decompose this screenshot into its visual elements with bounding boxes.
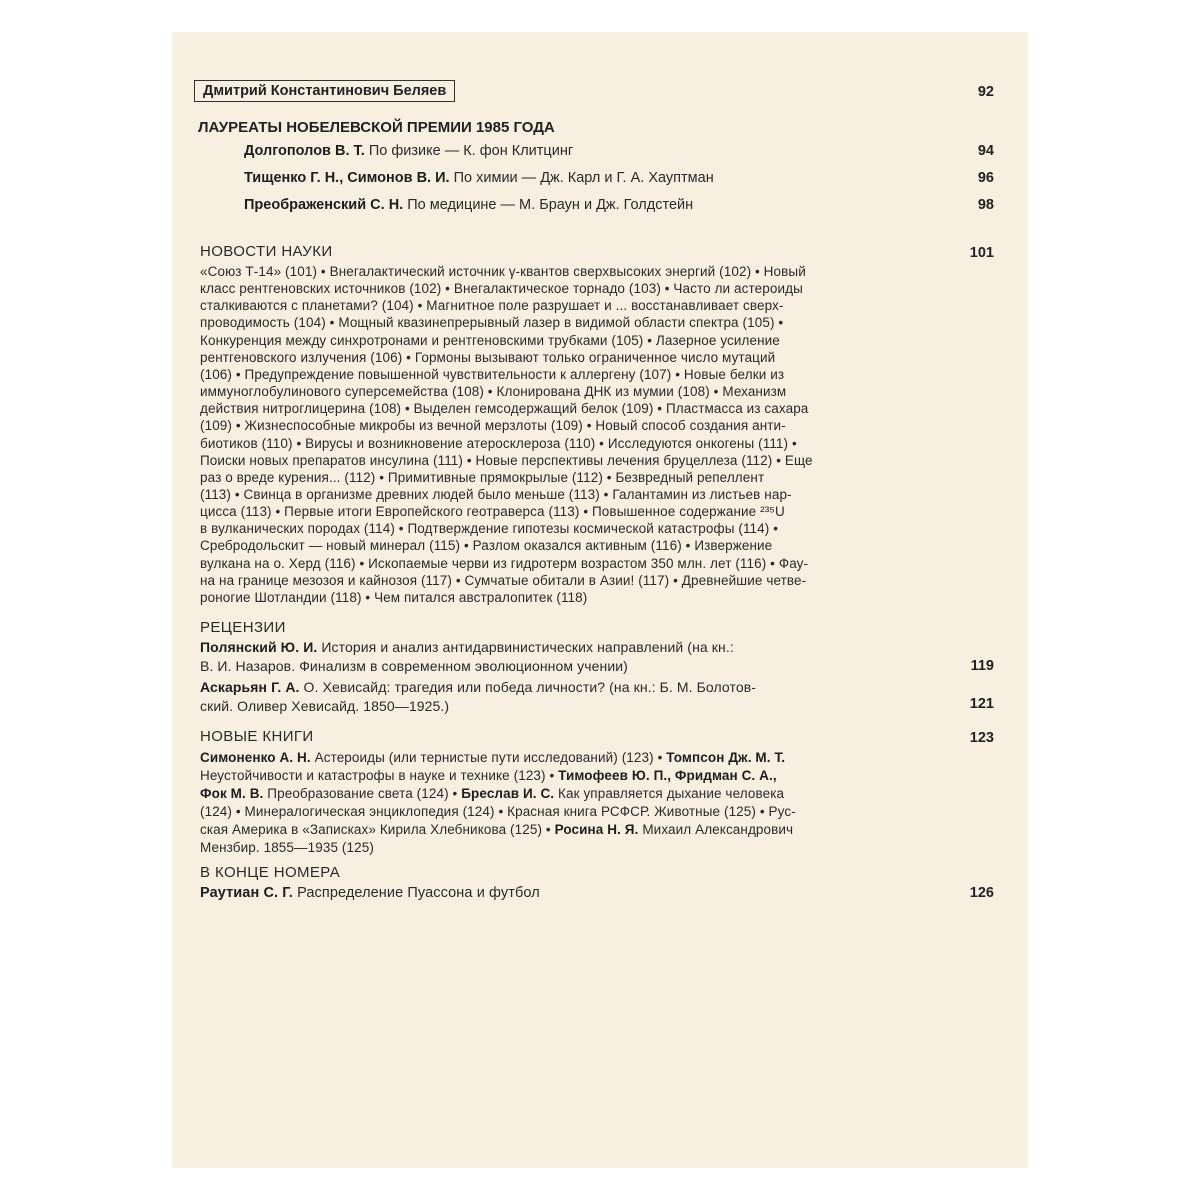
news-line: (106) • Предупреждение повышенной чувствительности к аллергену (107) • Новые белки из [200, 366, 785, 382]
book-title: Михаил Александрович [642, 822, 794, 837]
book-author: Бреслав И. С. [461, 786, 555, 801]
news-line: в вулканических породах (114) • Подтверждение гипотезы космической катастрофы (114) • [200, 521, 779, 537]
page-number: 119 [970, 658, 994, 674]
nobel-heading: ЛАУРЕАТЫ НОБЕЛЕВСКОЙ ПРЕМИИ 1985 ГОДА [198, 119, 555, 136]
news-line: Конкуренция между синхротронами и рентгеновскими трубками (105) • Лазерное усиление [200, 332, 780, 348]
news-line: (109) • Жизнеспособные микробы из вечной мерзлоты (109) • Новый способ создания анти- [200, 418, 786, 434]
page-number: 92 [977, 84, 994, 100]
books-line: Мензбир. 1855—1935 (125) [200, 840, 374, 855]
books-heading: НОВЫЕ КНИГИ [200, 728, 314, 745]
books-line [200, 768, 777, 783]
book-title: Неустойчивости и катастрофы в науке и технике (123) • [200, 768, 555, 783]
review-author: Полянский Ю. И. [200, 639, 318, 655]
review-line: ский. Оливер Хевисайд. 1850—1925.) [200, 698, 450, 714]
review-line [200, 639, 734, 655]
news-line: роногие Шотландии (118) • Чем питался австралопитек (118) [200, 589, 588, 605]
reviews-heading: РЕЦЕНЗИИ [200, 619, 286, 636]
page-number: 94 [977, 143, 994, 159]
page-number: 98 [977, 197, 994, 213]
end-author: Раутиан С. Г. [200, 885, 293, 901]
news-line: вулкана на о. Херд (116) • Ископаемые черви из гидротерм возрастом 350 млн. лет (116) • Фау- [200, 555, 809, 571]
news-line: Поиски новых препаратов инсулина (111) • Новые перспективы лечения бруцеллеза (112) • Еще [200, 452, 813, 468]
entry-author: Тищенко Г. Н., Симонов В. И. [244, 170, 450, 186]
book-author: Томпсон Дж. М. Т. [666, 750, 786, 765]
page-number: 96 [977, 170, 994, 186]
news-line: проводимость (104) • Мощный квазинепрерывный лазер в видимой области спектра (105) • [200, 315, 784, 331]
news-line: цисса (113) • Первые итоги Европейского геотраверса (113) • Повышенное содержание ²³⁵U [200, 504, 785, 520]
end-title: Распределение Пуассона и футбол [297, 885, 540, 901]
boxed-author-name: Дмитрий Константинович Беляев [194, 80, 455, 102]
nobel-entry [244, 170, 714, 186]
nobel-entry [244, 197, 693, 213]
review-author: Аскарьян Г. А. [200, 679, 300, 695]
entry-author: Долгополов В. Т. [244, 143, 365, 159]
books-line [200, 750, 785, 765]
end-heading: В КОНЦЕ НОМЕРА [200, 864, 341, 881]
entry-title: По химии — Дж. Карл и Г. А. Хауптман [453, 170, 714, 186]
page-number: 121 [969, 696, 994, 712]
entry-title: По медицине — М. Браун и Дж. Голдстейн [407, 197, 694, 213]
news-line: биотиков (110) • Вирусы и возникновение атеросклероза (110) • Исследуются онкогены (111) • [200, 435, 797, 451]
entry-title: По физике — К. фон Клитцинг [368, 143, 574, 159]
news-line: «Союз Т-14» (101) • Внегалактический источник γ-квантов сверхвысоких энергий (102) • Новый [200, 264, 806, 279]
page-number: 123 [969, 730, 994, 746]
news-heading: НОВОСТИ НАУКИ [200, 243, 333, 260]
review-title: О. Хевисайд: трагедия или победа личности? (на кн.: Б. М. Болотов- [303, 679, 757, 695]
page-number: 126 [969, 885, 994, 901]
nobel-entry [244, 143, 573, 159]
news-line: иммуноглобулинового суперсемейства (108) • Клонирована ДНК из мумии (108) • Механизм [200, 384, 787, 400]
book-author: Росина Н. Я. [554, 822, 639, 837]
book-author: Симоненко А. Н. [200, 750, 311, 765]
book-author: Тимофеев Ю. П., Фридман С. А., [558, 768, 777, 783]
book-title: Как управляется дыхание человека [558, 786, 785, 801]
books-line [200, 786, 784, 801]
books-line: (124) • Минералогическая энциклопедия (124) • Красная книга РСФСР. Животные (125) • Рус- [200, 804, 796, 819]
book-author: Фок М. В. [200, 786, 264, 801]
entry-author: Преображенский С. Н. [244, 197, 404, 213]
end-entry [200, 885, 540, 901]
book-title: Преобразование света (124) • [267, 786, 458, 801]
review-title: История и анализ антидарвинистических направлений (на кн.: [321, 639, 734, 655]
news-line: (113) • Свинца в организме древних людей было меньше (113) • Галантамин из листьев нар- [200, 486, 792, 502]
news-line: раз о вреде курения... (112) • Примитивные прямокрылые (112) • Безвредный репеллент [200, 469, 765, 485]
review-line [200, 679, 756, 695]
book-title: ская Америка в «Записках» Кирила Хлебникова (125) • [200, 822, 551, 837]
news-line: действия нитроглицерина (108) • Выделен гемсодержащий белок (109) • Пластмасса из сахара [200, 401, 809, 417]
book-title: Астероиды (или тернистые пути исследований) (123) • [314, 750, 663, 765]
news-line: Сребродольскит — новый минерал (115) • Разлом оказался активным (116) • Извержение [200, 538, 773, 554]
review-line: В. И. Назаров. Финализм в современном эволюционном учении) [200, 658, 628, 674]
news-line: на на границе мезозоя и кайнозоя (117) • Сумчатые обитали в Азии! (117) • Древнейшие четве- [200, 572, 807, 588]
page-number: 101 [969, 245, 994, 261]
toc-page [172, 32, 1028, 1168]
news-line: сталкиваются с планетами? (104) • Магнитное поле разрушает и ... восстанавливает сверх- [200, 298, 784, 314]
news-line: рентгеновского излучения (106) • Гормоны вызывают только ограниченное число мутаций [200, 349, 776, 365]
books-line [200, 822, 793, 837]
news-line: класс рентгеновских источников (102) • Внегалактическое торнадо (103) • Часто ли астероиды [200, 281, 803, 297]
